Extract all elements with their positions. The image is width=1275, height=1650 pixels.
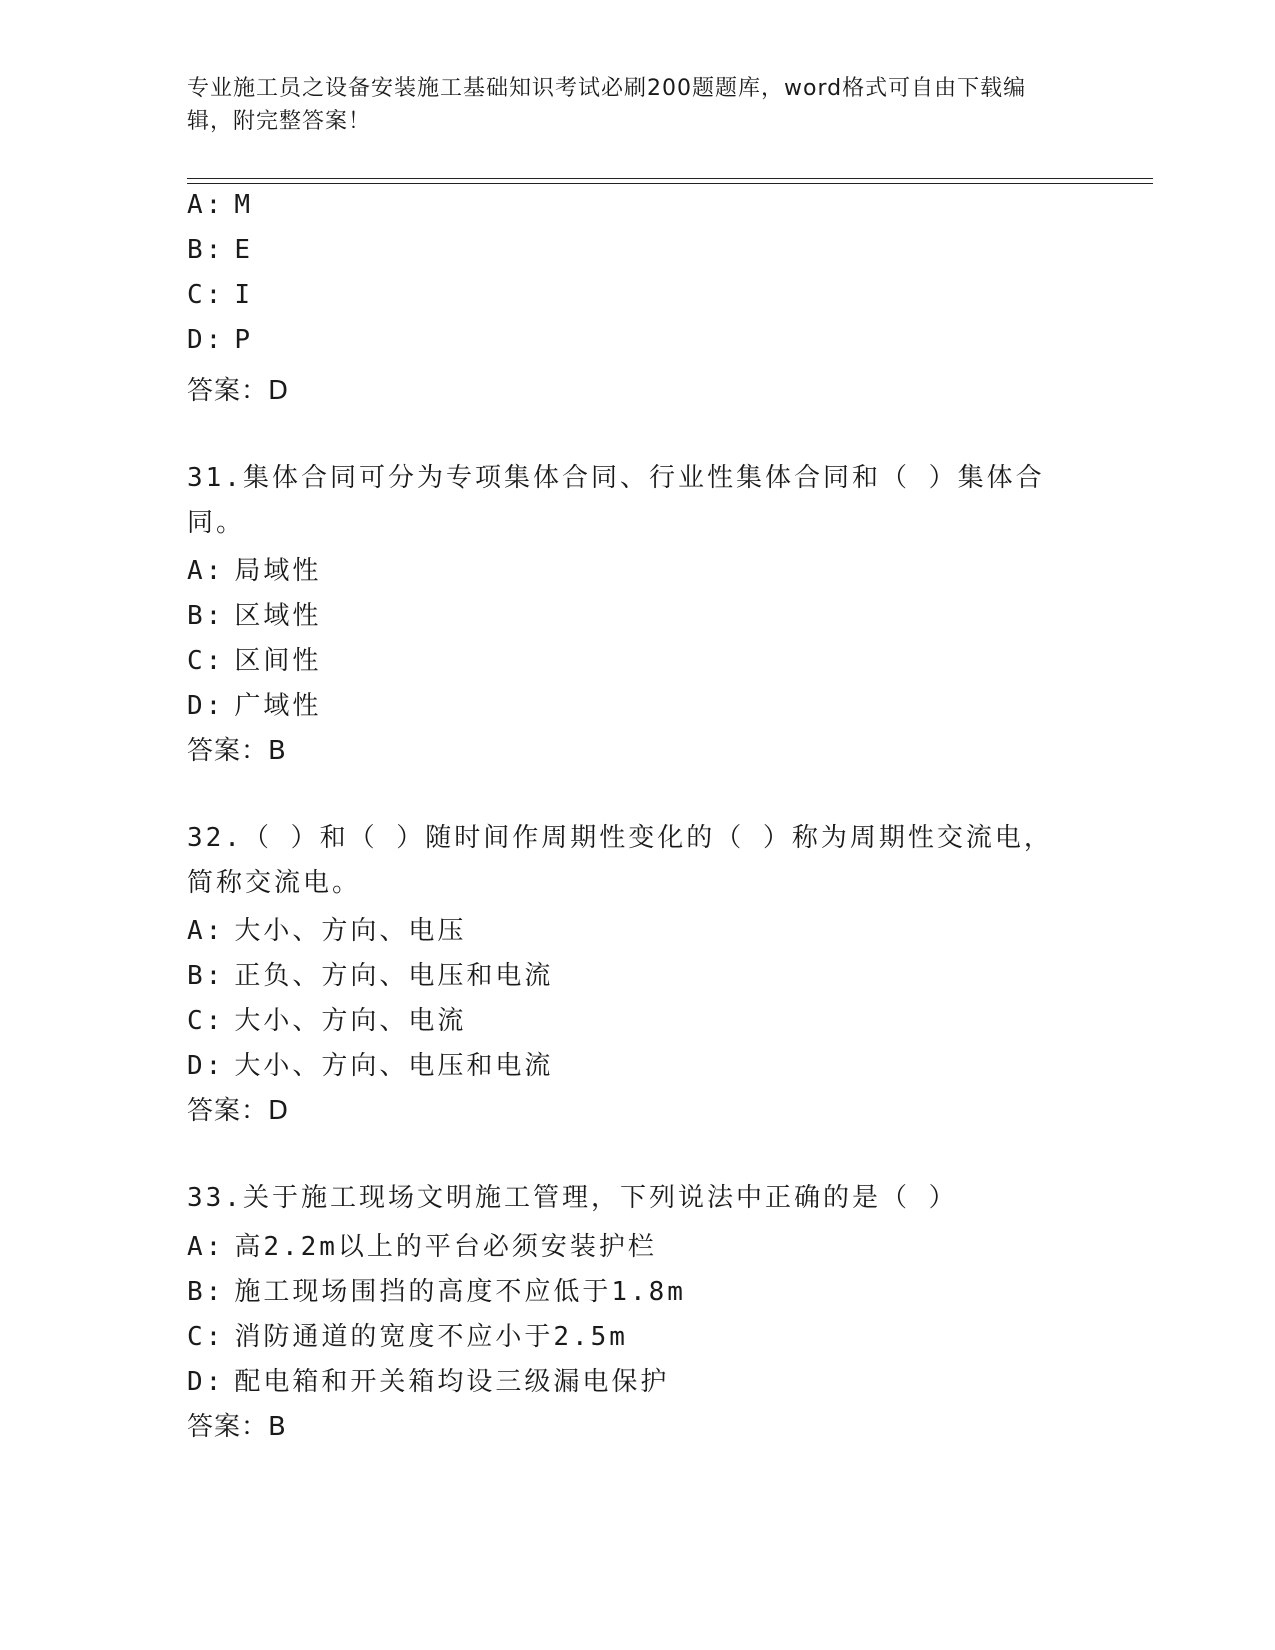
q31-option-d: D: 广域性 <box>187 691 322 721</box>
question-31-text: 31.集体合同可分为专项集体合同、行业性集体合同和（ ）集体合同。 <box>187 463 1045 538</box>
answer-value: B <box>268 736 287 766</box>
header-divider-top <box>187 178 1153 179</box>
question-32-text: 32.（ ）和（ ）随时间作周期性变化的（ ）称为周期性交流电，简称交流电。 <box>187 823 1053 898</box>
q32-option-a: A: 大小、方向、电压 <box>187 916 467 946</box>
q32-option-c: C: 大小、方向、电流 <box>187 1006 467 1036</box>
document-header: 专业施工员之设备安装施工基础知识考试必刷200题题库，word格式可自由下载编辑，附完整答案！ <box>187 76 1027 134</box>
q31-option-b: B: 区域性 <box>187 601 322 631</box>
prev-answer <box>187 370 289 407</box>
answer-label: 答案： <box>187 1096 269 1126</box>
answer-value: D <box>268 376 290 406</box>
answer-value: B <box>268 1412 287 1442</box>
prev-option-c: C: I <box>187 280 253 310</box>
prev-option-b: B: E <box>187 235 253 265</box>
q33-option-c: C: 消防通道的宽度不应小于2.5m <box>187 1322 628 1352</box>
q33-option-d: D: 配电箱和开关箱均设三级漏电保护 <box>187 1367 670 1397</box>
q31-answer <box>187 730 287 767</box>
header-divider-bottom <box>187 183 1153 184</box>
q32-option-b: B: 正负、方向、电压和电流 <box>187 961 554 991</box>
answer-label: 答案： <box>187 736 269 766</box>
answer-value: D <box>268 1096 290 1126</box>
q31-option-c: C: 区间性 <box>187 646 322 676</box>
q32-answer <box>187 1090 289 1127</box>
q33-option-b: B: 施工现场围挡的高度不应低于1.8m <box>187 1277 686 1307</box>
answer-label: 答案： <box>187 1412 269 1442</box>
prev-option-a: A: M <box>187 190 253 220</box>
prev-option-d: D: P <box>187 325 253 355</box>
q32-option-d: D: 大小、方向、电压和电流 <box>187 1051 554 1081</box>
answer-label: 答案： <box>187 376 269 406</box>
q31-option-a: A: 局域性 <box>187 556 322 586</box>
question-33-text: 33.关于施工现场文明施工管理，下列说法中正确的是（ ） <box>187 1183 958 1213</box>
q33-option-a: A: 高2.2m以上的平台必须安装护栏 <box>187 1232 657 1262</box>
q33-answer <box>187 1406 287 1443</box>
